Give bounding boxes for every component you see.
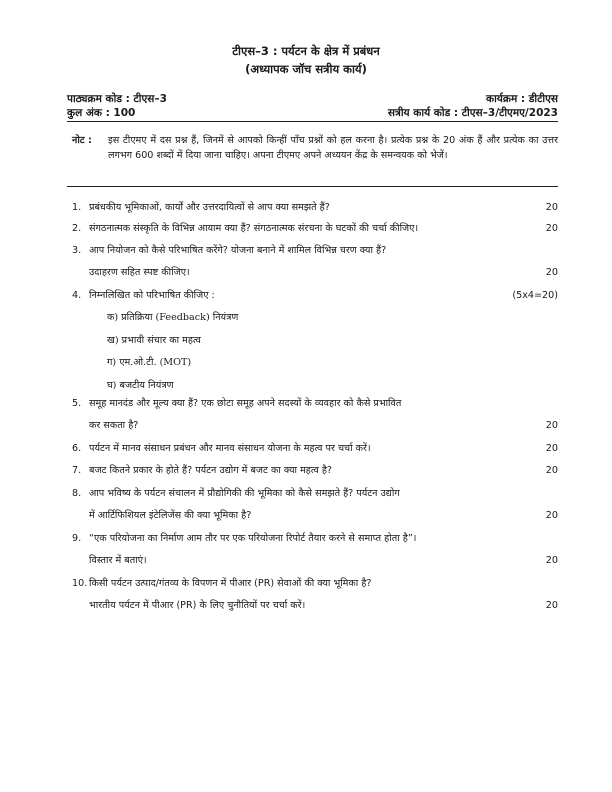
- question-text: “एक परियोजना का निर्माण आम तौर पर एक परियोजना रिपोर्ट तैयार करने से समाप्त होता है”।: [89, 533, 417, 544]
- question-number: 9.: [72, 533, 82, 544]
- document-title: टीएस–3 : पर्यटन के क्षेत्र में प्रबंधन: [232, 44, 380, 58]
- note-label: नोट :: [72, 135, 92, 146]
- question-marks: (5x4=20): [512, 290, 558, 301]
- question-text: विस्तार में बताएं।: [89, 555, 147, 566]
- programme: कार्यक्रम : डीटीएस: [486, 93, 558, 105]
- question-text: आप भविष्य के पर्यटन संचालन में प्रौद्योगिकी की भूमिका को कैसे समझते हैं? पर्यटन उद्योग: [89, 488, 400, 499]
- total-marks: कुल अंक : 100: [67, 107, 136, 119]
- question-text: कर सकता है?: [89, 420, 139, 431]
- question-text: पर्यटन में मानव संसाधन प्रबंधन और मानव संसाधन योजना के महत्व पर चर्चा करें।: [89, 443, 371, 454]
- question-text: निम्नलिखित को परिभाषित कीजिए :: [89, 290, 215, 301]
- question-number: 1.: [72, 202, 82, 213]
- question-marks: 20: [545, 223, 558, 234]
- question-marks: 20: [545, 465, 558, 476]
- question-text: उदाहरण सहित स्पष्ट कीजिए।: [89, 267, 190, 278]
- header-divider: [67, 121, 558, 122]
- question-text: संगठनात्मक संस्कृति के विभिन्न आयाम क्या हैं? संगठनात्मक संरचना के घटकों की चर्चा कीजिए।: [89, 223, 419, 234]
- question-number: 2.: [72, 223, 82, 234]
- question-marks: 20: [545, 600, 558, 611]
- question-number: 4.: [72, 290, 82, 301]
- question-marks: 20: [545, 202, 558, 213]
- course-code: पाठ्यक्रम कोड : टीएस–3: [67, 93, 167, 105]
- question-subpart: ख) प्रभावी संचार का महत्व: [107, 335, 201, 346]
- note-text: इस टीएमए में दस प्रश्न हैं, जिनमें से आपको किन्हीं पाँच प्रश्नों को हल करना है। प्रत्येक प्रश्न के 20 अंक हैं और प्रत्येक का उत्तर लगभग 600 शब्दों में दिया जाना चाहिए। अपना टीएमए अपने अध्ययन केंद्र के समन्वयक को भेजें।: [108, 135, 558, 161]
- question-text: भारतीय पर्यटन में पीआर (PR) के लिए चुनौतियों पर चर्चा करें।: [89, 600, 306, 611]
- question-number: 3.: [72, 245, 82, 256]
- note-block: [72, 133, 558, 163]
- note-divider: [67, 186, 558, 187]
- question-number: 7.: [72, 465, 82, 476]
- question-subpart: क) प्रतिक्रिया (Feedback) नियंत्रण: [107, 312, 239, 323]
- assignment-code: सत्रीय कार्य कोड : टीएस–3/टीएमए/2023: [387, 107, 558, 119]
- question-marks: 20: [545, 267, 558, 278]
- question-text: बजट कितने प्रकार के होते हैं? पर्यटन उद्योग में बजट का क्या महत्व है?: [89, 465, 333, 476]
- question-marks: 20: [545, 420, 558, 431]
- question-number: 8.: [72, 488, 82, 499]
- question-marks: 20: [545, 555, 558, 566]
- question-subpart: घ) बजटीय नियंत्रण: [107, 380, 174, 391]
- question-marks: 20: [545, 510, 558, 521]
- document-subtitle: (अध्यापक जॉच सत्रीय कार्य): [245, 62, 367, 76]
- question-text: में आर्टिफिशियल इंटेलिजेंस की क्या भूमिका है?: [89, 510, 252, 521]
- question-number: 10.: [72, 578, 88, 589]
- question-text: प्रबंधकीय भूमिकाओं, कार्यों और उत्तरदायित्वों से आप क्या समझते हैं?: [89, 202, 330, 213]
- question-number: 5.: [72, 398, 82, 409]
- question-text: किसी पर्यटन उत्पाद/गंतव्य के विपणन में पीआर (PR) सेवाओं की क्या भूमिका है?: [89, 578, 372, 589]
- question-marks: 20: [545, 443, 558, 454]
- question-text: समूह मानदंड और मूल्य क्या हैं? एक छोटा समूह अपने सदस्यों के व्यवहार को कैसे प्रभावित: [89, 398, 402, 409]
- question-subpart: ग) एम.ओ.टी. (MOT): [107, 357, 192, 368]
- question-number: 6.: [72, 443, 82, 454]
- question-text: आप नियोजन को कैसे परिभाषित करेंगे? योजना बनाने में शामिल विभिन्न चरण क्या हैं?: [89, 245, 387, 256]
